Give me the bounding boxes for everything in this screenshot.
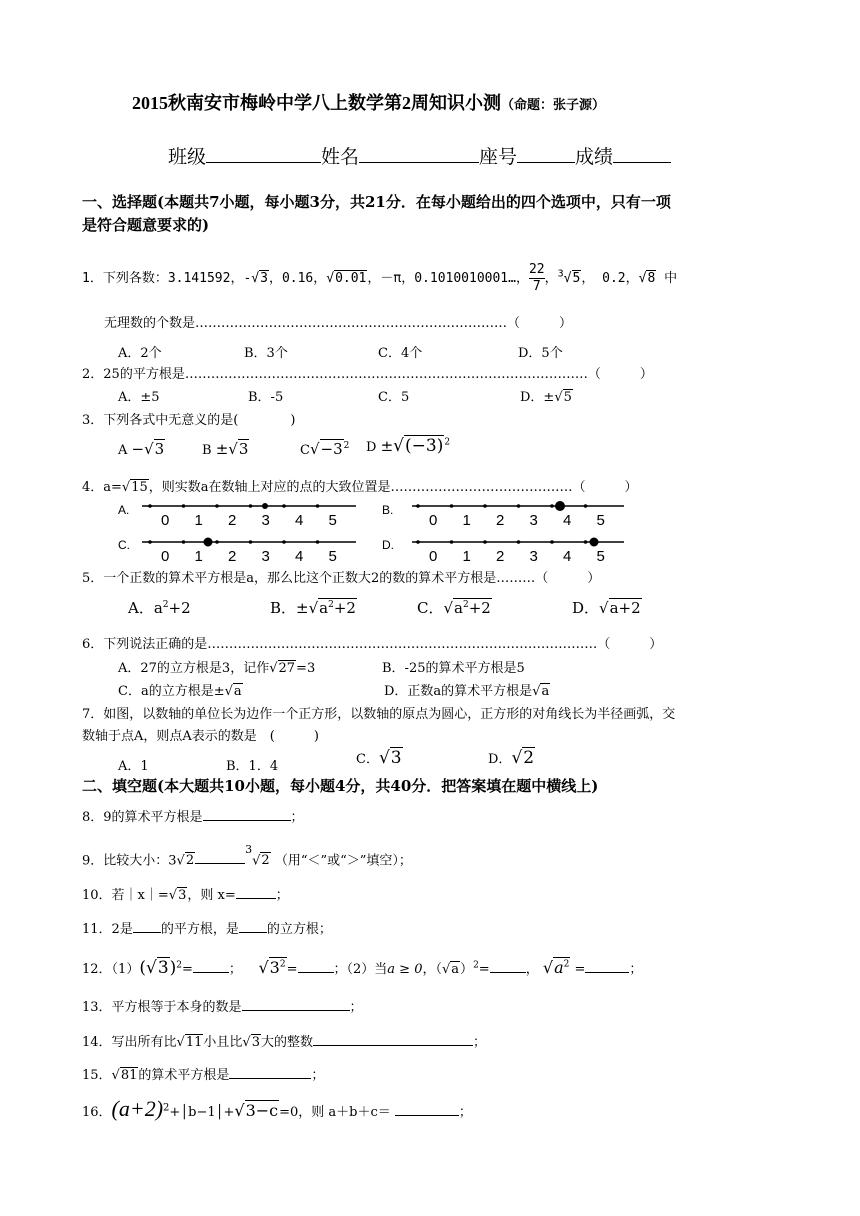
q1-option-c[interactable]: C．4个 (378, 346, 423, 361)
q15-end: ； (311, 1068, 325, 1083)
q16-sup: 2 (163, 1102, 170, 1114)
q5-option-a[interactable] (128, 597, 191, 618)
q1-line2: 无理数的个数是………………………………………………………………（ ） (104, 316, 573, 331)
q4-d-tick-label: 0 (429, 548, 438, 565)
q4-a-tick-label: 0 (161, 512, 170, 529)
q12-radicand-4: a (554, 958, 564, 977)
q6-c-radicand: a (233, 684, 242, 699)
q7-option-c[interactable]: C．√3 (356, 748, 402, 768)
q16-answer-blank[interactable] (395, 1103, 459, 1116)
q12-close-paren: ) (169, 958, 177, 978)
q4-stem-a: 4．a= (82, 480, 122, 495)
q12-condition: a ≥ 0 (387, 962, 423, 977)
question-14: 14．写出所有比√11小且比√3大的整数 ； (82, 1035, 487, 1050)
q4-b-label: B. (382, 503, 394, 517)
q6-option-d[interactable]: D．正数a的算术平方根是√a (384, 684, 550, 699)
q12-comma: ，（ (422, 962, 442, 977)
q4-b-tick-label: 2 (496, 512, 505, 529)
q2-option-d-radicand: 5 (563, 390, 572, 405)
q1-text-a: 下列各数：3.141592，- (102, 271, 252, 286)
q4-option-a-line[interactable] (118, 503, 356, 517)
q3-a-sign: − (131, 440, 145, 458)
q3-d-sup: 2 (444, 437, 451, 448)
q5-c-tail: +2 (468, 599, 491, 617)
q1-text-e: ， 0.2， (581, 271, 639, 286)
q11-text-a: 11．2是 (82, 922, 133, 937)
q3-d-sign: ± (380, 437, 394, 455)
q3-c-label: C (300, 443, 310, 458)
q7-d-radicand: 2 (523, 748, 535, 768)
q15-label: 15． (82, 1068, 112, 1083)
q5-a-sup: 2 (162, 600, 169, 610)
q6-a-radicand: 27 (278, 661, 296, 676)
class-label: 班级 (168, 146, 207, 168)
q3-a-radicand: 3 (154, 440, 165, 458)
q4-a-tick-dot (148, 504, 152, 508)
q2-option-d[interactable]: D．±√5 (520, 390, 572, 405)
q14-end: ； (473, 1035, 487, 1050)
q4-a-tick-label: 5 (328, 512, 337, 529)
q12-end: ； (629, 962, 643, 977)
q14-text-a: 14．写出所有比 (82, 1035, 177, 1050)
name-field[interactable] (359, 144, 479, 163)
q7-c-text: C． (356, 752, 379, 767)
q4-a-tick-label: 4 (295, 512, 304, 529)
q4-d-tick-dot (550, 540, 554, 544)
q4-a-tick-dot (282, 504, 286, 508)
q3-b-sign: ± (215, 440, 229, 458)
q3-d-radicand: (−3) (405, 436, 444, 456)
q5-option-b[interactable]: B．$\pm√a^2+2$ (270, 599, 356, 617)
q4-c-tick-label: 4 (295, 548, 304, 565)
q4-a-tick-label: 1 (194, 512, 203, 529)
q4-c-point (204, 538, 213, 547)
q14-radicand-2: 3 (251, 1035, 260, 1050)
q4-d-tick-dot (483, 540, 487, 544)
q1-text-c: ，－π，0.1010010001…， (367, 271, 529, 286)
q12-sup-2: 2 (279, 959, 286, 970)
q7-option-d[interactable]: D．√2 (488, 748, 535, 768)
q14-text-c: 大的整数 (260, 1035, 313, 1050)
q7-option-b[interactable]: B．1．4 (226, 759, 279, 774)
q4-d-tick-label: 1 (462, 548, 471, 565)
q4-a-tick-dot (316, 504, 320, 508)
q12-part2: ；（2）当 (333, 962, 388, 977)
q14-text-b: 小且比 (203, 1035, 243, 1050)
seat-label: 座号 (479, 146, 518, 168)
q4-b-point (555, 501, 565, 511)
q4-b-tick-label: 4 (563, 512, 572, 529)
q7-d-text: D． (488, 752, 512, 767)
q4-stem-b: ，则实数a在数轴上对应的点的大致位置是……………………………………（ ） (148, 480, 638, 495)
q15-text: 的算术平方根是 (138, 1068, 230, 1083)
q5-option-c[interactable]: C．$√a^2+2$ (417, 599, 491, 617)
name-label: 姓名 (321, 146, 360, 168)
q9-radicand-1: 2 (185, 853, 195, 869)
q4-d-tick-label: 4 (563, 548, 572, 565)
q4-c-tick-dot (249, 540, 253, 544)
q12-blank-2[interactable] (298, 960, 334, 973)
q1-fraction-den: 7 (532, 279, 541, 294)
q3-b-radicand: 3 (238, 440, 249, 458)
seat-field[interactable] (517, 144, 575, 163)
q3-stem: 3．下列各式中无意义的是( ) (82, 413, 296, 428)
author: （命题：张子源） (501, 97, 606, 112)
q16-tail: =0，则 a＋b＋c＝ (279, 1105, 391, 1120)
q4-c-tick-dot (148, 540, 152, 544)
q1-option-d[interactable]: D．5个 (518, 346, 563, 361)
q4-a-tick-dot (215, 504, 219, 508)
q4-c-tick-dot (316, 540, 320, 544)
q4-b-tick-dot (550, 504, 554, 508)
q10-radicand: 3 (178, 888, 187, 903)
q4-c-tick-label: 1 (194, 548, 203, 565)
q12-blank-1[interactable] (193, 960, 229, 973)
q10-end: ； (275, 888, 289, 903)
q4-b-tick-label: 0 (429, 512, 438, 529)
q4-d-point (590, 538, 599, 547)
q12-sup-1: 2 (176, 960, 183, 971)
q4-b-tick-dot (416, 504, 420, 508)
q4-c-tick-label: 0 (161, 548, 170, 565)
q12-comma-2: ， (525, 962, 539, 977)
q3-c-sup: 2 (343, 441, 350, 451)
q5-b-text: B．± (270, 599, 309, 617)
q12-radicand-1: 3 (157, 958, 169, 978)
q3-a-label: A (118, 443, 128, 458)
q7-option-a[interactable]: A．1 (118, 759, 149, 774)
q9-cube-index: 3 (245, 843, 253, 856)
q4-b-tick-label: 5 (596, 512, 605, 529)
q3-d-label: D (366, 440, 377, 455)
q4-d-tick-dot (517, 540, 521, 544)
q4-a-tick-label: 2 (228, 512, 237, 529)
q16-label: 16． (82, 1105, 112, 1120)
q16-mid: +│b−1│+ (169, 1105, 235, 1120)
q6-c-text: C．a的立方根是± (118, 684, 225, 699)
q4-a-label: A. (118, 503, 130, 517)
q1-text-b: ，0.16， (268, 271, 327, 286)
q1-fraction-num: 22 (528, 262, 545, 277)
q1-radicand-1: 3 (260, 271, 268, 286)
section1-line2: 是符合题意要求的) (82, 216, 210, 234)
question-16: 16．$(a+2)^2+│b-1│+√3-c=0$，则 a＋b＋c＝ ； (82, 1096, 472, 1121)
q2-option-a[interactable]: A．±5 (118, 390, 160, 405)
q7-line2: 数轴于点A，则点A表示的数是 ( ) (82, 729, 319, 744)
q3-option-a[interactable]: A −√3 (118, 440, 165, 458)
q12-blank-4[interactable] (585, 960, 629, 973)
q6-stem: 6．下列说法正确的是………………………………………………………………………………（ ） (82, 637, 663, 652)
section2-heading: 二、填空题(本大题共10小题，每小题4分，共40分．把答案填在题中横线上) (82, 777, 599, 795)
q4-a-tick-label: 3 (261, 512, 270, 529)
q3-b-label: B (202, 443, 212, 458)
q5-b-sup: 2 (328, 600, 334, 610)
q4-c-tick-label: 3 (261, 548, 270, 565)
q11-blank-1[interactable] (133, 920, 161, 933)
q12-semi: ； (228, 962, 242, 977)
q16-end: ； (458, 1105, 472, 1120)
score-field[interactable] (613, 144, 671, 163)
q3-c-radicand: −3 (320, 440, 343, 458)
q2-option-c[interactable]: C．5 (378, 390, 410, 405)
q4-d-tick-dot (584, 540, 588, 544)
q3-option-b[interactable]: B ±√3 (202, 440, 249, 458)
q5-b-tail: +2 (333, 599, 356, 617)
q12-eq-3: = (478, 962, 490, 977)
q6-a-tail: =3 (296, 661, 316, 676)
q4-d-tick-dot (450, 540, 454, 544)
question-10: 10．若｜x｜=√3，则 x= ； (82, 888, 289, 903)
q4-a-point (262, 503, 268, 509)
q12-close: ） (460, 962, 474, 977)
q3-option-d[interactable]: $D \pm√(-3)^2$ (366, 436, 451, 456)
q13-end: ； (349, 1000, 363, 1015)
q12-radicand-2: 3 (269, 958, 280, 977)
q4-c-tick-dot (282, 540, 286, 544)
q4-b-tick-label: 1 (462, 512, 471, 529)
question-11 (82, 918, 332, 937)
question-8 (82, 806, 304, 825)
q4-b-tick-dot (517, 504, 521, 508)
q8-end: ； (290, 810, 304, 825)
q4-c-label: C. (118, 538, 130, 552)
q15-radicand: 81 (120, 1068, 138, 1083)
q4-d-tick-dot (416, 540, 420, 544)
q5-d-radicand: a+2 (609, 599, 641, 617)
q2-stem: 2．25的平方根是…………………………………………………………………………………（ ） (82, 367, 653, 382)
q2-option-b[interactable]: B．-5 (248, 390, 284, 405)
q4-c-tick-label: 5 (328, 548, 337, 565)
q12-open-paren: ( (139, 958, 146, 978)
q4-radicand: 15 (131, 480, 148, 495)
q4-b-tick-label: 3 (529, 512, 538, 529)
student-info (168, 142, 671, 169)
q1-option-a[interactable]: A．2个 (118, 346, 162, 361)
q9-text-a: 9．比较大小：3 (82, 853, 177, 869)
q4-d-tick-label: 5 (596, 548, 605, 565)
q4-d-label: D. (382, 538, 394, 552)
q4-c-tick-label: 2 (228, 548, 237, 565)
q15-answer-blank[interactable] (229, 1066, 311, 1079)
q4-d-tick-label: 3 (529, 548, 538, 565)
question-9: 9．比较大小：$3√2^3√2$ （用“＜”或“＞”填空）； (82, 843, 412, 869)
question-12: 12．$(1)(√3)^2=$ ； $√3^2=$ ；（2）当a ≥ 0，$(√a)^2=$ ， $√a^2$ = ； (82, 958, 643, 978)
title-text: 2015秋南安市梅岭中学八上数学第2周知识小测 (132, 93, 501, 113)
q6-option-b[interactable]: B．-25的算术平方根是5 (382, 661, 525, 676)
q1-radicand-3: 5 (572, 271, 581, 286)
q12-sup-3: 2 (473, 960, 479, 971)
q4-b-tick-dot (450, 504, 454, 508)
q8-answer-blank[interactable] (203, 808, 291, 821)
question-13 (82, 996, 363, 1015)
q5-a-text: A．a (128, 599, 163, 617)
score-label: 成绩 (575, 146, 614, 168)
q5-c-radicand: a (454, 599, 463, 617)
q3-option-c[interactable]: $C√-3^2$ (300, 440, 350, 458)
question-15: 15．√81的算术平方根是 ； (82, 1068, 325, 1083)
q5-d-text: D． (572, 599, 600, 617)
q9-text-b: （用“＜”或“＞”填空）； (274, 853, 412, 869)
q2-option-d-text: D．± (520, 390, 555, 405)
q1-text-d: ， (544, 271, 558, 286)
q16-radicand: 3−c (245, 1101, 279, 1120)
page-title (132, 89, 605, 115)
q5-option-d[interactable]: D．√a+2 (572, 599, 641, 617)
q13-answer-blank[interactable] (242, 998, 350, 1011)
q11-blank-2[interactable] (239, 920, 267, 933)
q5-b-radicand: a (319, 599, 329, 617)
q7-line1: 7．如图，以数轴的单位长为边作一个正方形，以数轴的原点为圆心，正方形的对角线长为半径画弧，交 (82, 707, 676, 722)
q1-option-b[interactable]: B．3个 (244, 346, 288, 361)
q4-c-tick-dot (215, 540, 219, 544)
q4-c-tick-dot (182, 540, 186, 544)
class-field[interactable] (206, 144, 321, 163)
q4-option-c-line[interactable] (118, 538, 356, 553)
q4-b-tick-dot (584, 504, 588, 508)
q14-radicand-1: 11 (185, 1035, 203, 1050)
q9-radicand-2: 2 (261, 853, 270, 869)
q5-stem: 5．一个正数的算术平方根是a，那么比这个正数大2的数的算术平方根是………（ ） (82, 571, 601, 586)
q5-a-tail: +2 (168, 599, 191, 617)
q7-c-radicand: 3 (390, 748, 402, 768)
q11-text-c: 的立方根； (266, 922, 332, 937)
q4-b-tick-dot (483, 504, 487, 508)
q12-radicand-3: a (451, 962, 460, 977)
q4-a-tick-dot (182, 504, 186, 508)
q1-fraction (529, 262, 545, 295)
q12-eq-4: = (574, 962, 586, 977)
q16-expr-1: (a+2) (111, 1096, 164, 1121)
q6-option-a[interactable]: A．27的立方根是3，记作√27=3 (118, 661, 316, 676)
q1-text-f: 中 (664, 271, 678, 286)
q4-stem: 4．a=√15，则实数a在数轴上对应的点的大致位置是……………………………………（ ） (82, 480, 638, 495)
q14-answer-blank[interactable] (313, 1033, 473, 1046)
q8-text: 8．9的算术平方根是 (82, 810, 203, 825)
q11-text-b: 的平方根，是 (160, 922, 239, 937)
q5-c-text: C． (417, 599, 444, 617)
q4-d-tick-label: 2 (496, 548, 505, 565)
q1-num: 1． (82, 271, 103, 286)
question-1: 1．下列各数：3.141592，-√3，0.16，√0.01，－π，0.1010010001…， $\frac{22}{7}$ ，$^3$√5， 0.2，√8 中 (82, 262, 678, 294)
q4-a-tick-dot (249, 504, 253, 508)
q10-text-a: 10．若｜x｜= (82, 888, 169, 903)
q6-d-radicand: a (541, 684, 550, 699)
q10-text-b: ，则 x= (187, 888, 236, 903)
q6-d-text: D．正数a的算术平方根是 (384, 684, 533, 699)
q9-answer-blank[interactable] (195, 851, 245, 864)
q4-number-lines (100, 498, 640, 568)
q12-label: 12．（1） (82, 962, 140, 977)
q5-c-sup: 2 (463, 600, 469, 610)
q12-eq-1: = (182, 962, 193, 977)
q12-blank-3[interactable] (490, 960, 526, 973)
q1-radicand-4: 8 (647, 271, 656, 286)
section1-line1: 一、选择题(本题共7小题，每小题3分，共21分．在每小题给出的四个选项中，只有一项 (82, 193, 671, 211)
q10-answer-blank[interactable] (236, 886, 276, 899)
q12-sup-4: 2 (563, 959, 570, 970)
q13-text: 13．平方根等于本身的数是 (82, 1000, 242, 1015)
q6-a-text: A．27的立方根是3，记作 (118, 661, 270, 676)
q12-eq-2: = (286, 962, 298, 977)
q1-radicand-2: 0.01 (335, 271, 367, 286)
q1-cube-index: 3 (557, 268, 564, 280)
q6-option-c[interactable]: C．a的立方根是±√a (118, 684, 242, 699)
